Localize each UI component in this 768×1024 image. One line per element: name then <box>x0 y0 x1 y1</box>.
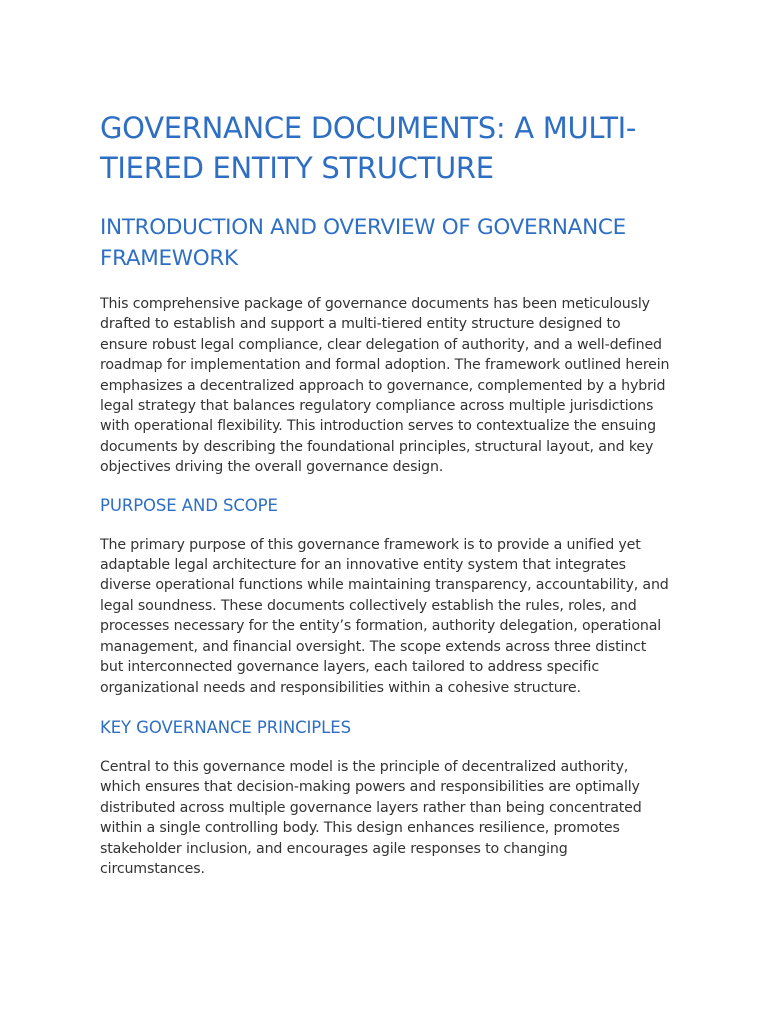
subheading-key-governance-principles: KEY GOVERNANCE PRINCIPLES <box>100 717 351 737</box>
purpose-paragraph: The primary purpose of this governance framework is to provide a unified yet adaptable legal architecture for an innovative entity system that integrates diverse operational functions while maintaining transparency, accountability, and legal soundness. These documents collectively establish the rules, roles, and processes necessary for the entity’s formation, authority delegation, operational management, and financial oversight. The scope extends across three distinct but interconnected governance layers, each tailored to address specific organizational needs and responsibilities within a cohesive structure. <box>100 536 669 696</box>
document-page <box>100 108 672 879</box>
principles-paragraph: Central to this governance model is the principle of decentralized authority, which ensures that decision-making powers and responsibilities are optimally distributed across multiple governance layers rather than being concentrated within a single controlling body. This design enhances resilience, promotes stakeholder inclusion, and encourages agile responses to changing circumstances. <box>100 758 642 877</box>
subheading-purpose-and-scope: PURPOSE AND SCOPE <box>100 495 278 515</box>
intro-paragraph: This comprehensive package of governance documents has been meticulously drafted to establish and support a multi-tiered entity structure designed to ensure robust legal compliance, clear delegation of authority, and a well-defined roadmap for implementation and formal adoption. The framework outlined herein emphasizes a decentralized approach to governance, complemented by a hybrid legal strategy that balances regulatory compliance across multiple jurisdictions with operational flexibility. This introduction serves to contextualize the ensuing documents by describing the foundational principles, structural layout, and key objectives driving the overall governance design. <box>100 296 670 476</box>
document-title: GOVERNANCE DOCUMENTS: A MULTI-TIERED ENTITY STRUCTURE <box>100 111 637 185</box>
section-heading-introduction: INTRODUCTION AND OVERVIEW OF GOVERNANCE FRAMEWORK <box>100 215 626 271</box>
